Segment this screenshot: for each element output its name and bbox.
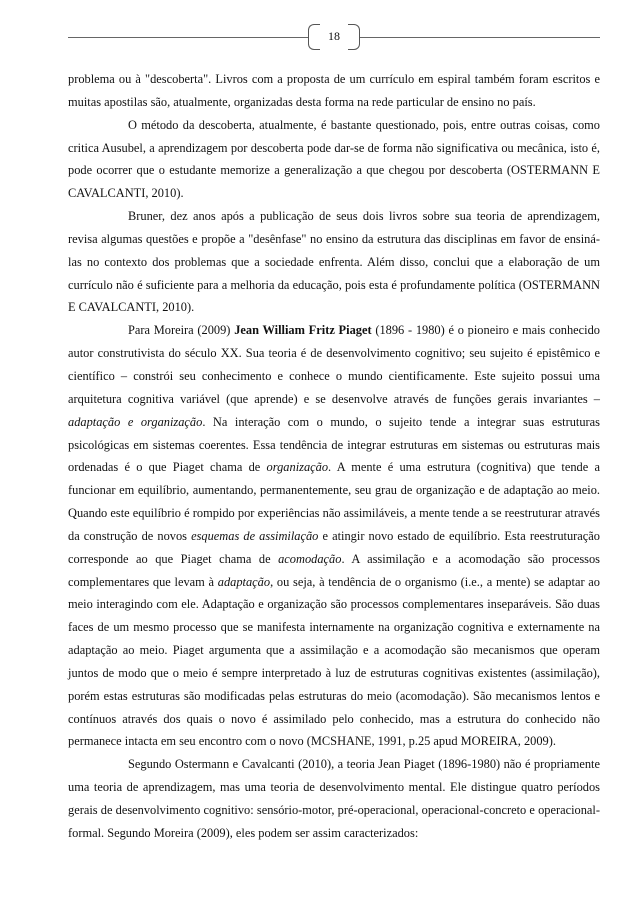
paragraph — [68, 68, 600, 114]
document-body — [68, 68, 600, 845]
italic-term: adaptação e organização — [68, 414, 203, 429]
paragraph — [68, 205, 600, 319]
text-run: problema ou à "descoberta". Livros com a proposta de um currículo em espiral também foram escritos e muitas apostilas são, atualmente, organizadas desta forma na rede particular de ensino no país. — [68, 72, 600, 109]
text-run: . A mente é uma estrutura (cognitiva) que tende a funcionar em equilíbrio, aumentando, permanentemente, seu grau de organização e de adaptação ao meio. Quando este equilíbrio é rompido por experiências não assimiláveis, a mente tende a se reestruturar através da construção de novos — [68, 460, 600, 543]
text-run: O método da descoberta, atualmente, é bastante questionado, pois, entre outras coisas, como critica Ausubel, a aprendizagem por descoberta pode dar-se de forma não significativa ou mecânica, isto é, pode ocorrer que o estudante memorize a generalização a que chegou por descoberta (OSTERMANN E CAVALCANTI, 2010). — [68, 117, 600, 201]
paragraph — [68, 319, 600, 753]
page-number: 18 — [328, 29, 340, 43]
header-rule-right — [360, 37, 600, 38]
page-header — [68, 24, 600, 52]
text-run: . Na interação com o mundo, o sujeito tende a integrar suas estruturas psicológicas em sistemas coerentes. Essa tendência de integrar estruturas em sistemas ou estruturas mais ordenadas é o que Piaget chama de — [68, 414, 600, 475]
italic-term: organização — [266, 460, 329, 475]
header-bracket-left — [308, 24, 320, 50]
text-run: . A assimilação e a acomodação são processos complementares que levam à — [68, 551, 600, 589]
text-run: Para Moreira (2009) — [128, 323, 235, 338]
text-run: e atingir novo estado de equilíbrio. Esta reestruturação corresponde ao que Piaget chama de — [68, 528, 600, 566]
italic-term: acomodação — [278, 551, 342, 566]
paragraph — [68, 114, 600, 205]
italic-term: esquemas de assimilação — [191, 528, 319, 543]
header-rule-left — [68, 37, 308, 38]
text-run: Segundo Ostermann e Cavalcanti (2010), a teoria Jean Piaget (1896-1980) não é propriamente uma teoria de aprendizagem, mas uma teoria de desenvolvimento mental. Ele distingue quatro períodos gerais de desenvolvimento cognitivo: sensório-motor, pré-operacional, operacional-concreto e operacional-formal. Segundo Moreira (2009), eles podem ser assim caracterizados: — [68, 757, 600, 840]
paragraph — [68, 753, 600, 844]
italic-term: adaptação — [217, 574, 271, 589]
text-run: , ou seja, à tendência de o organismo (i.e., a mente) se adaptar ao meio interagindo com ele. Adaptação e organização são processos complementares inseparáveis. São duas faces de um mesmo processo que se manifesta internamente na organização cognitiva e externamente na adaptação ao meio. Piaget argumenta que a assimilação e a acomodação são mecanismos que operam juntos de modo que o meio é sempre interpretado à luz de estruturas cognitivas existentes (assimilação), porém estas estruturas são modificadas pelas estruturas do meio (acomodação). São mecanismos lentos e contínuos através dos quais o novo é assimilado pelo conhecido, mas a estrutura do conhecido não permanece intacta em seu encontro com o novo (MCSHANE, 1991, p.25 apud MOREIRA, 2009). — [68, 574, 600, 749]
header-bracket-right — [348, 24, 360, 50]
text-run: (1896 - 1980) é o pioneiro e mais conhecido autor construtivista do século XX. Sua teoria é de desenvolvimento cognitivo; seu sujeito é epistêmico e científico – constrói seu conhecimento e conhece o mundo cientificamente. Este sujeito possui uma arquitetura cognitiva variável (que aprende) e se desenvolve através de funções gerais invariantes – — [68, 323, 601, 406]
bold-text: Jean William Fritz Piaget — [234, 323, 372, 338]
text-run: Bruner, dez anos após a publicação de seus dois livros sobre sua teoria de aprendizagem, revisa algumas questões e propõe a "desênfase" no ensino da estrutura das disciplinas em favor de ensiná-las no contexto dos problemas que a sociedade enfrenta. Além disso, conclui que a elaboração de um currículo não é suficiente para a melhoria da educação, pois esta é profundamente política (OSTERMANN E CAVALCANTI, 2010). — [68, 209, 600, 315]
